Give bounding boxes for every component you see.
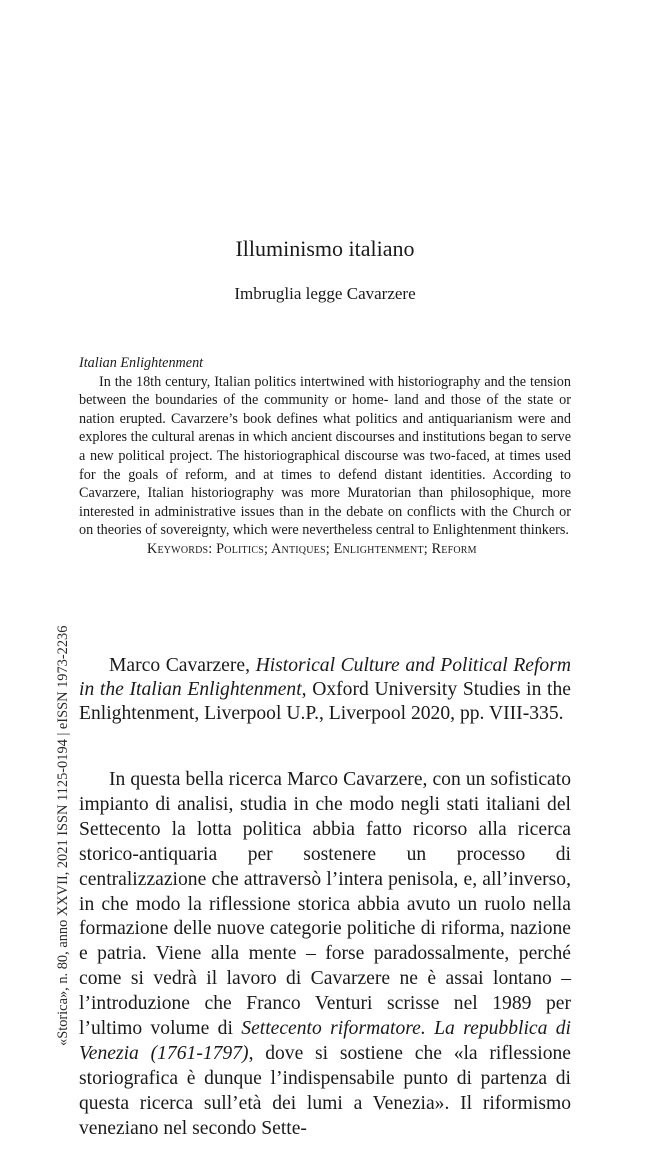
body-italic-title: Settecento riformatore. La repubblica di Venezia (1761-1797) xyxy=(79,1018,571,1064)
article-title: Illuminismo italiano xyxy=(235,236,415,261)
body-paragraph xyxy=(79,768,571,1142)
citation-book-title: Historical Culture and Political Reform in the Italian Enlightenment xyxy=(79,655,571,701)
body-text-2: , dove si sostiene che «la riflessione storiografica è dunque l’indispensabile punto di partenza di questa ricerca sull’età dei lumi a Venezia». Il riformismo veneziano nel secondo Sette- xyxy=(79,1042,571,1139)
citation-author: Marco Cavarzere, xyxy=(109,655,256,676)
abstract-text: In the 18th century, Italian politics intertwined with historiography and the tension between the boundaries of the community or home- land and those of the state or nation erupted. Cavarzere’s book defines what politics and antiquarianism were and explores the cultural arenas in which ancient discourses and institutions began to serve a new political project. The historiographical discourse was two-faced, at times used for the goals of reform, and at times to defend distant identities. According to Cavarzere, Italian historiography was more Muratorian than philosophique, more interested in administrative issues than in the debate on conflicts with the Church or on theories of sovereignty, which were nevertheless central to Enlightenment thinkers. xyxy=(79,373,571,539)
keywords: Keywords: Politics; Antiques; Enlightenment; Reform xyxy=(147,540,477,557)
book-citation xyxy=(79,654,571,727)
body-text-1: In questa bella ricerca Marco Cavarzere, con un sofisticato impianto di analisi, studia in che modo negli stati italiani del Settecento la lotta politica abbia fatto ricorso alla ricerca storico-antiquaria per sostenere un processo di centralizzazione che attraversò l’intera penisola, e, all’inverso, in che modo la riflessione storica abbia avuto un ruolo nella formazione delle nuove categorie politiche di riforma, nazione e patria. Viene alla mente – forse paradossalmente, perché come si vedrà il lavoro di Cavarzere ne è assai lontano – l’introduzione che Franco Venturi scrisse nel 1989 per l’ultimo volume di xyxy=(79,769,571,1040)
abstract xyxy=(79,354,571,559)
abstract-title: Italian Enlightenment xyxy=(79,355,204,371)
journal-imprint: «Storica», n. 80, anno XXVII, 2021 ISSN 1125-0194 | eISSN 1973-2236 xyxy=(55,625,71,1046)
article-subtitle: Imbruglia legge Cavarzere xyxy=(234,284,416,303)
citation-details: , Oxford University Studies in the Enlightenment, Liverpool U.P., Liverpool 2020, pp. VIII-335. xyxy=(79,679,571,725)
